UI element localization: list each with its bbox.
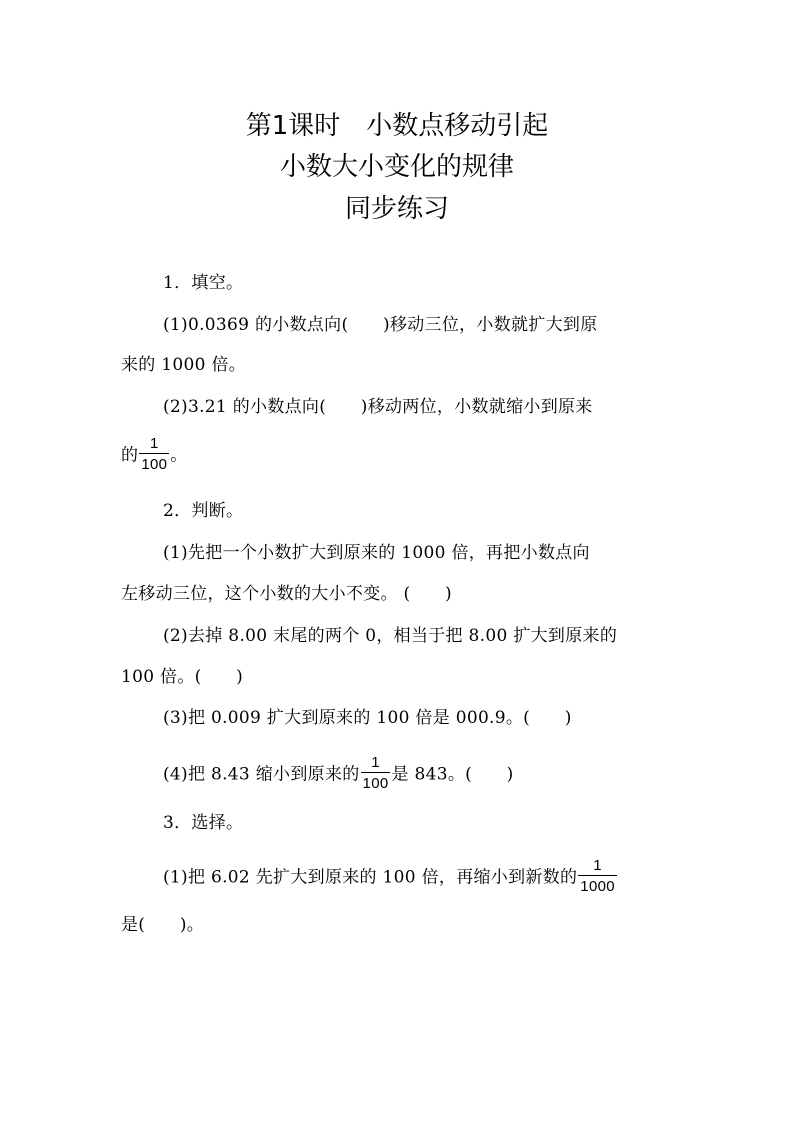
q3-item1-line1 [163, 859, 618, 897]
q2-item4 [163, 756, 514, 794]
q3-item1-prefix: (1)把 6.02 先扩大到原来的 100 倍，再缩小到新数的 [163, 867, 578, 888]
fraction-numerator: 1 [371, 754, 380, 771]
fraction-denominator: 1000 [578, 875, 617, 895]
q1-item2-line2 [121, 437, 188, 475]
title-line-3: 同步练习 [344, 194, 449, 224]
fraction-numerator: 1 [593, 857, 602, 874]
q3-item1-fraction [578, 857, 617, 895]
q1-item2-fraction [139, 435, 169, 473]
q2-item1-line1: (1)先把一个小数扩大到原来的 1000 倍，再把小数点向 [163, 543, 590, 563]
q3-heading: 3．选择。 [163, 813, 244, 833]
q1-item2-prefix: 的 [121, 445, 139, 466]
q2-item2-line1: (2)去掉 8.00 末尾的两个 0，相当于把 8.00 扩大到原来的 [163, 626, 618, 646]
title-line-1: 第1课时 小数点移动引起 [245, 111, 549, 141]
fraction-denominator: 100 [139, 453, 169, 473]
q1-item2-line1: (2)3.21 的小数点向( )移动两位，小数就缩小到原来 [163, 397, 593, 417]
q2-item3: (3)把 0.009 扩大到原来的 100 倍是 000.9。( ) [163, 708, 572, 728]
q2-item4-fraction [361, 754, 391, 792]
q2-item4-suffix: 是 843。( ) [391, 764, 514, 785]
q1-item1-line1: (1)0.0369 的小数点向( )移动三位，小数就扩大到原 [163, 315, 598, 335]
q2-heading: 2．判断。 [163, 501, 244, 521]
q1-item2-suffix: 。 [170, 445, 188, 466]
q2-item1-line2: 左移动三位，这个小数的大小不变。 ( ) [121, 584, 452, 604]
fraction-numerator: 1 [149, 435, 159, 452]
q2-item4-prefix: (4)把 8.43 缩小到原来的 [163, 764, 360, 785]
title-line-2: 小数大小变化的规律 [279, 152, 514, 182]
fraction-denominator: 100 [361, 772, 391, 792]
q3-item1-line2: 是( )。 [121, 915, 205, 935]
q1-item1-line2: 来的 1000 倍。 [121, 355, 247, 375]
q2-item2-line2: 100 倍。( ) [121, 667, 244, 687]
q1-heading: 1．填空。 [163, 273, 244, 293]
